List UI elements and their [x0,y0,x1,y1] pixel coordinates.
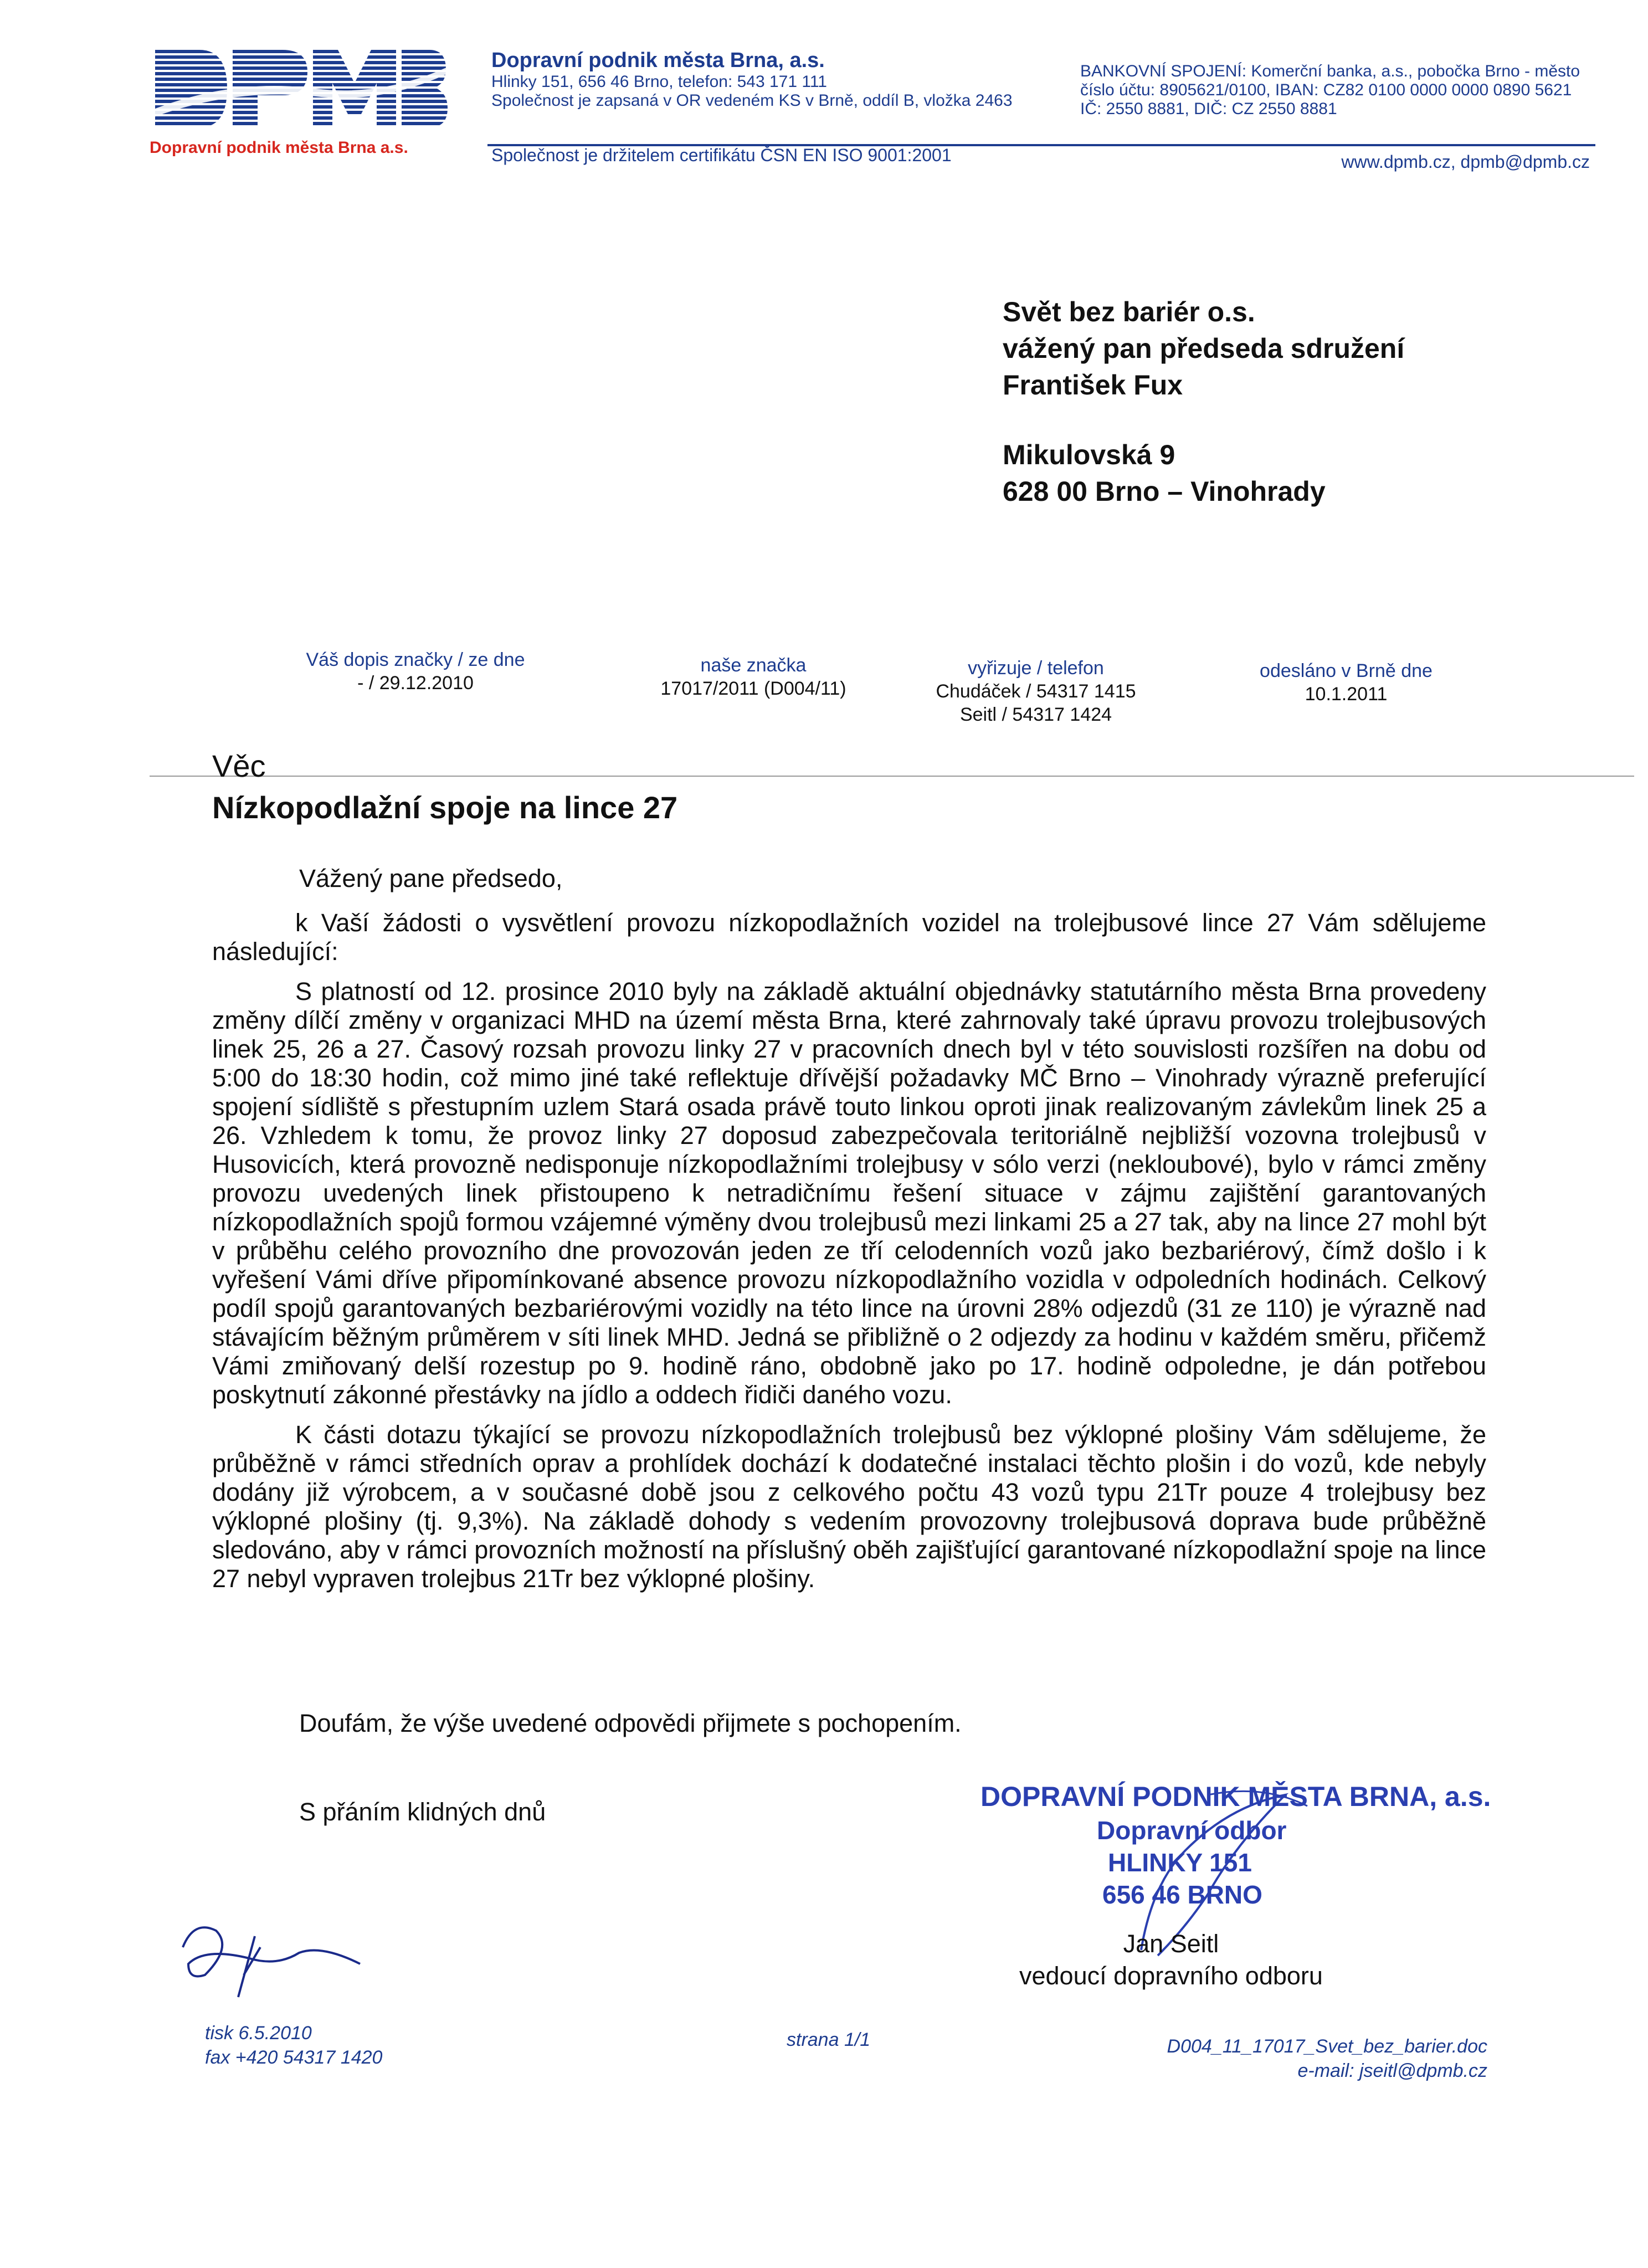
footer-email: e-mail: jseitl@dpmb.cz [1297,2060,1487,2081]
company-logo [150,44,460,166]
ref-handled-by-value-1: Chudáček / 54317 1415 [936,681,1136,702]
stamp-line-2: Dopravní odbor [1097,1816,1287,1845]
stamp-line-4: 656 46 BRNO [1102,1880,1262,1909]
ref-handled-by [908,656,1163,726]
paragraph-3: K části dotazu týkající se provozu nízkopodlažních trolejbusů bez výklopné plošiny Vám sdělujeme, že průběžně v rámci středních oprav a prohlídek dochází k dodatečné instalaci těchto plošin i do vozů, kde nebyly dodány již výrobcem, a v současné době jsou z celkového počtu 43 vozů typu 21Tr pouze 4 trolejbusy bez výklopné plošiny (tj. 9,3%). Na základě dohody s vedením provozovny trolejbusová doprava bude průběžně sledováno, aby v rámci provozních možností na příslušný oběh zajišťující garantované nízkopodlažní spoje na lince 27 nebyl vypraven trolejbus 21Tr bez výklopné plošiny. [212,1420,1486,1593]
company-name: Dopravní podnik města Brna, a.s. [491,49,825,72]
stamp-line-3: HLINKY 151 [1108,1848,1252,1877]
bank-line-2: číslo účtu: 8905621/0100, IBAN: CZ82 0100 0000 0000 0890 5621 [1080,81,1572,99]
footer-left [205,2021,382,2070]
company-address: Hlinky 151, 656 46 Brno, telefon: 543 171 111 [491,73,827,91]
ref-handled-by-value-2: Seitl / 54317 1424 [959,704,1112,725]
subject-title: Nízkopodlažní spoje na lince 27 [212,790,678,825]
logo-caption: Dopravní podnik města Brna a.s. [150,138,408,157]
footer-doc-name: D004_11_17017_Svet_bez_barier.doc [1167,2036,1487,2057]
closing-sentence: Doufám, že výše uvedené odpovědi přijmete s pochopením. [299,1709,962,1737]
company-info [491,49,1013,110]
signer-title: vedoucí dopravního odboru [1019,1962,1323,1990]
ref-our-mark-label: naše značka [700,655,807,676]
stamp-line-1: DOPRAVNÍ PODNIK MĚSTA BRNA, a.s. [980,1781,1491,1812]
greeting: Vážený pane předsedo, [299,864,563,892]
subject-divider [150,776,1634,777]
ref-sent-date-label: odesláno v Brně dne [1260,660,1433,681]
ref-sent-date [1230,659,1462,706]
ref-our-mark [637,654,870,700]
letter-body [212,909,1486,1604]
recipient-city: 628 00 Brno – Vinohrady [1003,476,1326,507]
subject-label: Věc [212,748,266,783]
bank-info [1080,62,1580,119]
footer-print-date: tisk 6.5.2010 [205,2023,312,2044]
ref-your-letter-value: - / 29.12.2010 [357,673,474,694]
ref-sent-date-value: 10.1.2011 [1305,684,1388,705]
footer-fax: fax +420 54317 1420 [205,2047,383,2068]
recipient-organization: Svět bez bariér o.s. [1003,296,1255,327]
ref-our-mark-value: 17017/2011 (D004/11) [660,678,846,699]
footer-right [1167,2034,1487,2083]
ref-your-letter [288,648,543,695]
bank-line-1: BANKOVNÍ SPOJENÍ: Komerční banka, a.s., pobočka Brno - město [1080,62,1580,80]
recipient-street: Mikulovská 9 [1003,439,1175,470]
web-contact: www.dpmb.cz, dpmb@dpmb.cz [1341,152,1590,172]
signer-block [1019,1928,1323,1992]
certificate-note: Společnost je držitelem certifikátu ČSN EN ISO 9001:2001 [491,145,952,165]
company-registry: Společnost je zapsaná v OR vedeném KS v Brně, oddíl B, vložka 2463 [491,91,1013,110]
dpmb-logo-icon [150,44,449,133]
recipient-address [1003,294,1404,510]
ref-handled-by-label: vyřizuje / telefon [968,658,1104,679]
signer-name: Jan Seitl [1123,1930,1219,1958]
closing-wishes: S přáním klidných dnů [299,1798,546,1826]
initials-signature-icon [172,1914,371,2008]
recipient-name: František Fux [1003,370,1183,401]
paragraph-1: k Vaší žádosti o vysvětlení provozu nízkopodlažních vozidel na trolejbusové lince 27 Vám sdělujeme následující: [212,909,1486,966]
paragraph-2: S platností od 12. prosince 2010 byly na základě aktuální objednávky statutárního města Brna provedeny změny dílčí změny v organizaci MHD na území města Brna, které zahrnovaly také úpravu provozu trolejbusových linek 25, 26 a 27. Časový rozsah provozu linky 27 v pracovních dnech byl v této souvislosti rozšířen na dobu od 5:00 do 18:30 hodin, což mimo jiné také reflektuje dřívější požadavky MČ Brno – Vinohrady výrazně preferující spojení sídliště s přestupním uzlem Stará osada právě touto linkou oproti jinak realizovaným závlekům linek 25 a 26. Vzhledem k tomu, že provoz linky 27 doposud zabezpečovala teritoriálně nejbližší vozovna trolejbusů v Husovicích, která provozně nedisponuje nízkopodlažními trolejbusy v sólo verzi (nekloubové), bylo v rámci změny provozu uvedených linek přistoupeno k netradičnímu řešení situace v zájmu zajištění garantovaných nízkopodlažních spojů formou vzájemné výměny dvou trolejbusů mezi linkami 25 a 27 tak, aby na lince 27 mohl být v průběhu celého provozního dne provozován jeden ze tří celodenních vozů jako bezbariérový, čímž došlo i k vyřešení Vámi dříve připomínkované absence provozu nízkopodlažního vozidla v odpoledních hodinách. Celkový podíl spojů garantovaných bezbariérovými vozidly na této lince na úrovni 28% odjezdů (31 ze 110) je výrazně nad stávajícím běžným průměrem v síti linek MHD. Jedná se přibližně o 2 odjezdy za hodinu v každém směru, přičemž Vámi zmiňovaný delší rozestup po 9. hodině ráno, obdobně jako po 17. hodině odpoledne, je dán potřebou poskytnutí zákonné přestávky na jídlo a oddech řidiči daného vozu. [212,977,1486,1409]
footer-page-number: strana 1/1 [787,2029,871,2050]
ref-your-letter-label: Váš dopis značky / ze dne [306,649,525,670]
bank-line-3: IČ: 2550 8881, DIČ: CZ 2550 8881 [1080,100,1337,118]
recipient-role: vážený pan předseda sdružení [1003,333,1405,364]
